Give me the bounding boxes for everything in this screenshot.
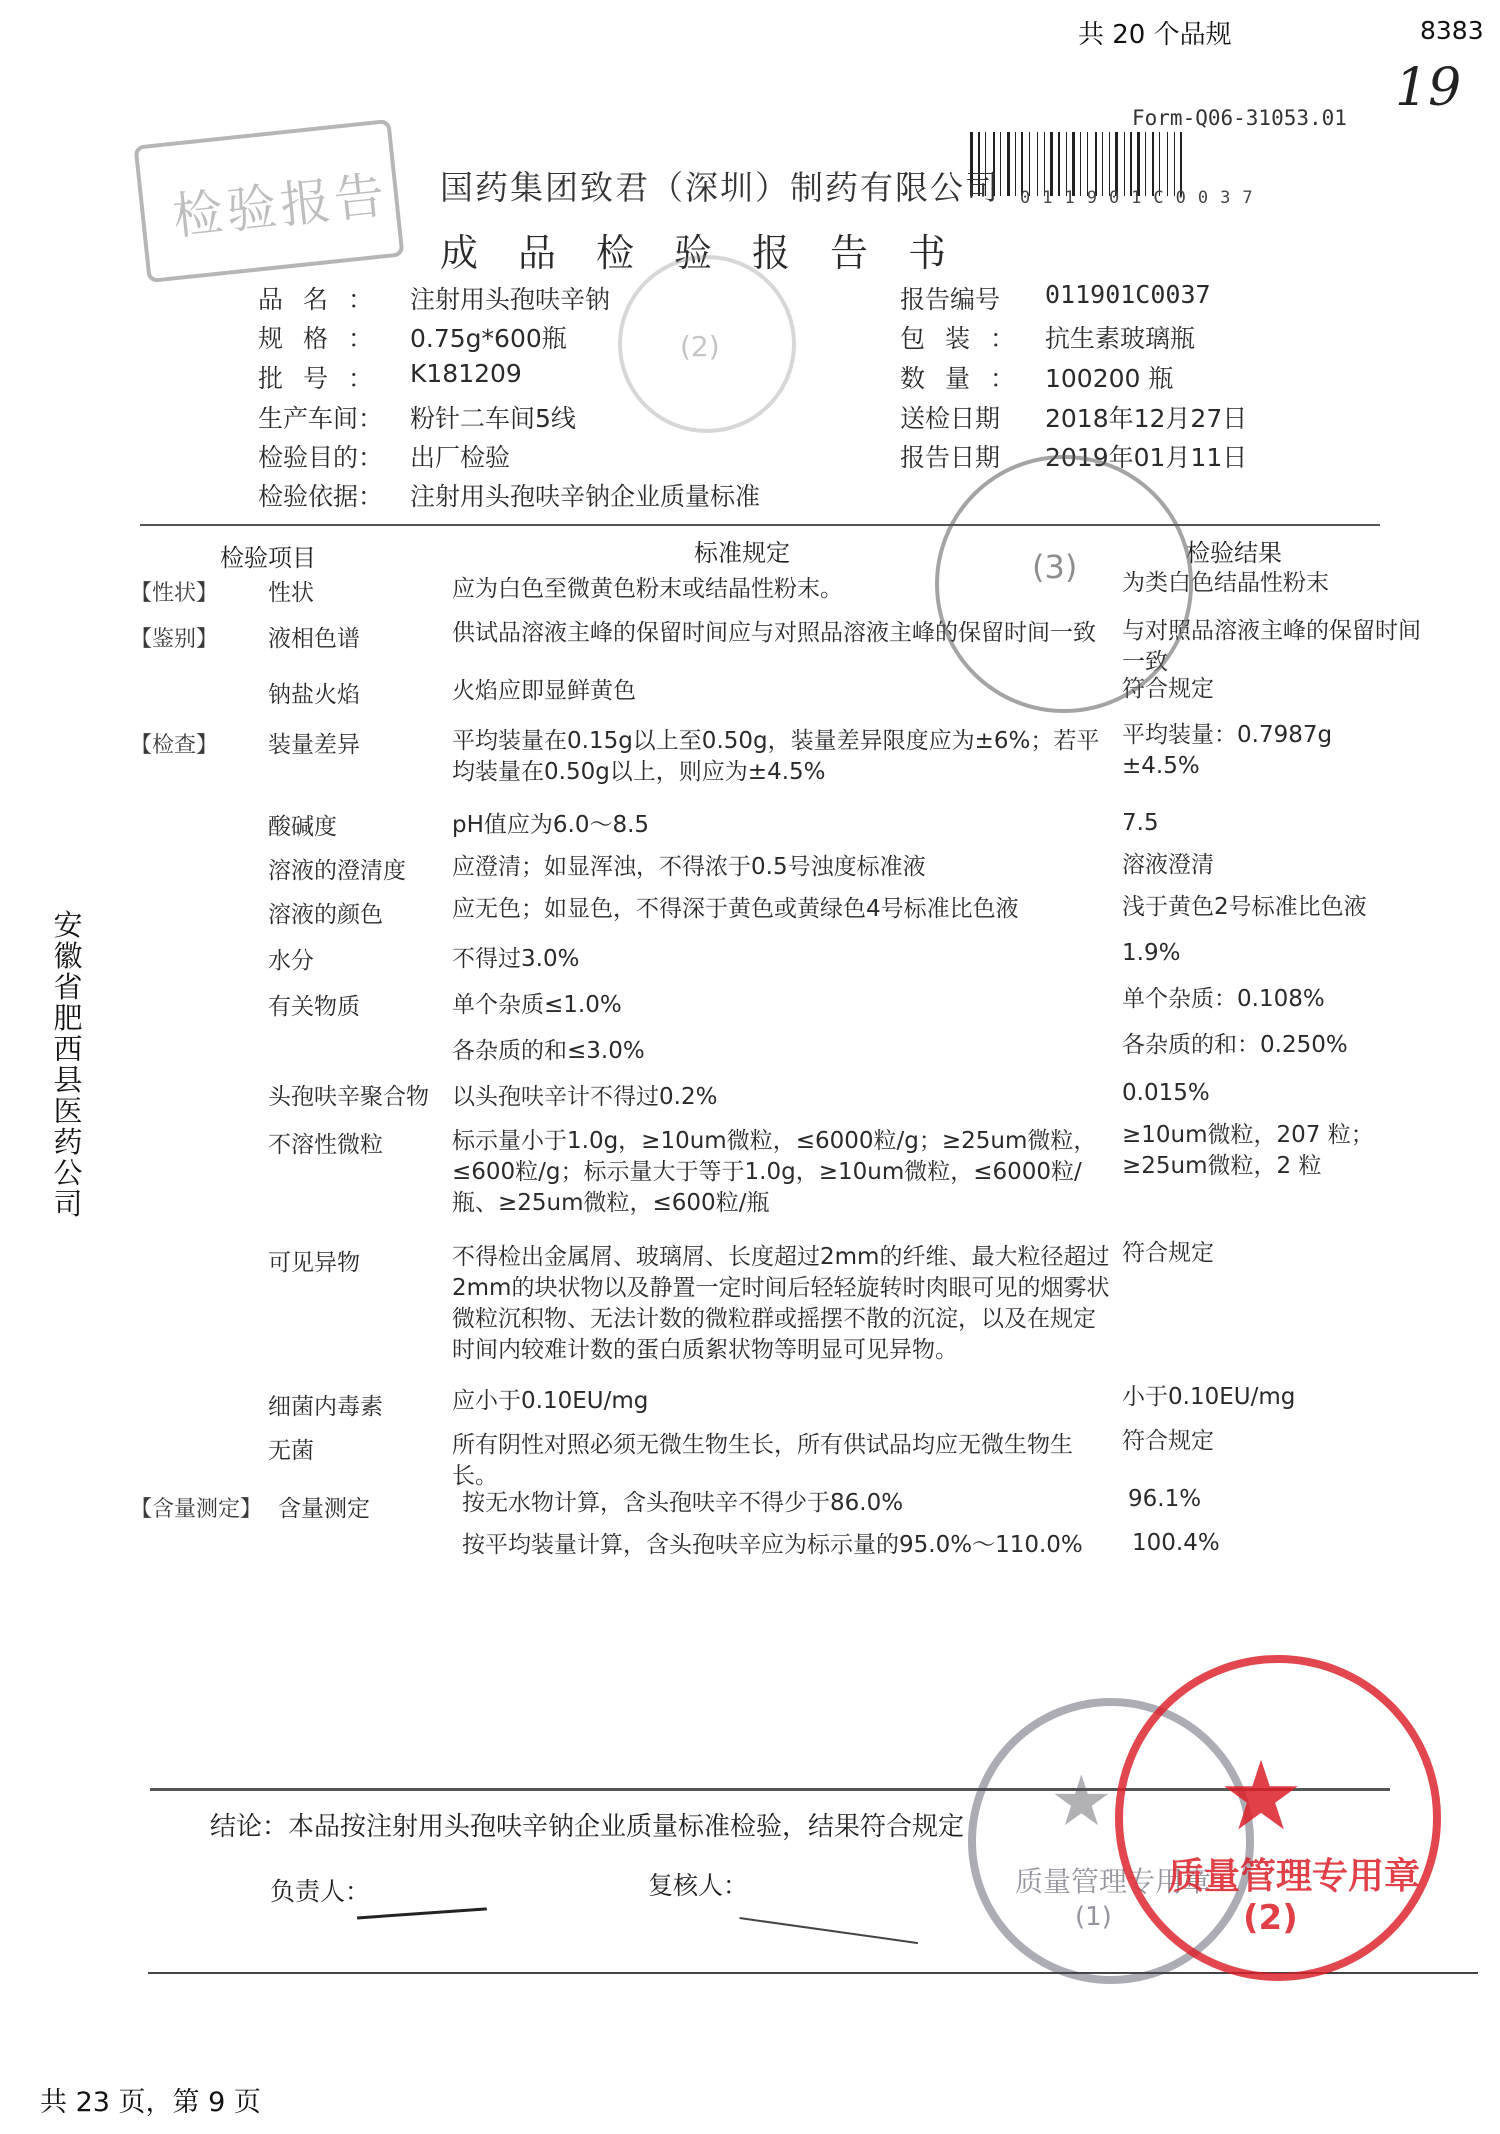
conclusion-text: 结论：本品按注射用头孢呋辛钠企业质量标准检验，结果符合规定 [210,1812,965,1842]
field-value-purpose: 出厂检验 [410,443,511,472]
table-row-standard: 供试品溶液主峰的保留时间应与对照品溶液主峰的保留时间一致 [452,620,1096,646]
field-label-product: 品名： [258,285,394,314]
barcode-bar [1018,132,1019,196]
field-label-quantity: 数量： [900,364,1036,393]
barcode-bar [1115,132,1118,196]
barcode-bar [1174,132,1175,196]
table-row-result: 浅于黄色2号标准比色液 [1122,894,1367,920]
handwritten-page-number: 19 [1395,58,1462,118]
barcode-bar [1109,132,1110,196]
table-row-item: 含量测定 [278,1496,370,1522]
table-row-item: 头孢呋辛聚合物 [268,1084,429,1110]
side-company-label: 安徽省肥西县医药公司 [53,908,83,1221]
field-value-submit-date: 2018年12月27日 [1045,404,1248,433]
barcode-bar [1162,132,1165,196]
red-seal-right-text: 质量管理专用章 [1168,1856,1421,1897]
table-row-result: 符合规定 [1122,676,1214,702]
responsible-signature [353,1852,487,1920]
table-row-standard: 以头孢呋辛计不得过0.2% [452,1084,718,1110]
table-row-item: 液相色谱 [268,626,360,652]
grey-circle-stamp-2-no: (3) [1032,548,1078,586]
grey-circle-stamp-no: (2) [680,330,720,363]
table-row-standard: 不得过3.0% [452,946,580,972]
field-value-report-date: 2019年01月11日 [1045,443,1248,472]
table-row-standard: 按无水物计算，含头孢呋辛不得少于86.0% [462,1490,904,1516]
table-row-item: 酸碱度 [268,814,337,840]
barcode-bar [1012,132,1013,196]
table-row-result: 符合规定 [1122,1428,1214,1454]
field-value-workshop: 粉针二车间5线 [410,404,576,433]
barcode-bar [1159,132,1160,196]
field-value-packaging: 抗生素玻璃瓶 [1045,324,1196,353]
barcode-bar [1137,132,1140,196]
barcode-bar [1134,132,1135,196]
report-title: 成品检验报告书 [440,231,987,275]
table-row-item: 钠盐火焰 [268,682,360,708]
barcode-bar [1066,132,1067,196]
barcode-bar [1000,132,1001,196]
field-value-product: 注射用头孢呋辛钠 [410,285,611,314]
table-row-item: 不溶性微粒 [268,1132,383,1158]
table-row-category: 【检查】 [130,733,219,758]
table-header-result: 检验结果 [1186,539,1282,567]
barcode-bar [1083,132,1085,196]
barcode-bar [1007,132,1010,196]
field-label-purpose: 检验目的： [258,443,384,472]
field-value-report-no: 011901C0037 [1045,280,1211,309]
barcode-bar [1062,132,1064,196]
field-value-basis: 注射用头孢呋辛钠企业质量标准 [410,482,761,511]
field-label-submit-date: 送检日期 [900,404,1001,433]
table-row-category: 【鉴别】 [130,627,219,652]
table-row-item: 装量差异 [268,732,360,758]
table-row-result: 96.1% [1128,1486,1202,1512]
table-row-result: 1.9% [1122,940,1181,966]
table-row-standard: pH值应为6.0～8.5 [452,812,650,838]
barcode-bar [1077,132,1078,196]
red-seal-right-star-icon: ★ [1218,1740,1305,1852]
red-seal-right-no: (2) [1243,1898,1298,1938]
table-row-item: 水分 [268,948,314,974]
table-row-result: 与对照品溶液主峰的保留时间一致 [1122,618,1421,675]
table-row-item: 溶液的颜色 [268,902,383,928]
field-label-report-date: 报告日期 [900,443,1001,472]
barcode-number: 011901C0037 [1020,188,1265,208]
table-row-category: 【含量测定】 [130,1497,263,1522]
barcode-bar [1025,132,1027,196]
table-row-result: 小于0.10EU/mg [1122,1384,1296,1410]
table-row-standard: 单个杂质≤1.0% [452,992,622,1018]
table-row-standard: 应为白色至微黄色粉末或结晶性粉末。 [452,576,843,602]
field-label-basis: 检验依据： [258,482,384,511]
barcode-bar [1080,132,1081,196]
table-row-result: 7.5 [1122,810,1159,836]
barcode-bar [1015,132,1016,196]
table-row-result: ≥10um微粒，207 粒；≥25um微粒，2 粒 [1122,1122,1374,1179]
barcode-bar [1130,132,1132,196]
barcode-bar [1055,132,1056,196]
table-top-rule [140,524,1380,526]
table-row-standard: 火焰应即显鲜黄色 [452,678,636,704]
field-label-report-no: 报告编号 [900,285,1001,314]
table-row-standard: 应小于0.10EU/mg [452,1388,649,1414]
barcode-bar [1058,132,1060,196]
barcode-bar [1003,132,1005,196]
barcode-bar [1167,132,1168,196]
table-row-standard: 不得检出金属屑、玻璃屑、长度超过2mm的纤维、最大粒径超过2mm的块状物以及静置一定时间后轻轻旋转时肉眼可见的烟雾状微粒沉积物、无法计数的微粒群或摇摆不散的沉淀，以及在规定时间内较难计数的蛋白质絮状物等明显可见异物。 [452,1244,1110,1363]
company-name: 国药集团致君（深圳）制药有限公司 [440,168,1000,207]
barcode-bar [1029,132,1030,196]
barcode-bar [1112,132,1113,196]
barcode-bar [1050,132,1053,196]
table-row-item: 有关物质 [268,994,360,1020]
barcode-bar [1177,132,1178,196]
table-row-item: 细菌内毒素 [268,1394,383,1420]
barcode-bar [1095,132,1097,196]
field-label-workshop: 生产车间： [258,404,384,433]
barcode-bar [1102,132,1103,196]
barcode-bar [1152,132,1154,196]
barcode-bar [1127,132,1128,196]
table-row-standard: 所有阴性对照必须无微生物生长，所有供试品均应无微生物生长。 [452,1432,1073,1489]
document-code: 8383 [1420,16,1484,45]
table-row-standard: 平均装量在0.15g以上至0.50g，装量差异限度应为±6%；若平均装量在0.50g以上，则应为±4.5% [452,728,1100,785]
table-row-result: 为类白色结晶性粉末 [1122,570,1329,596]
table-row-result: 各杂质的和：0.250% [1122,1032,1348,1058]
table-row-standard: 应无色；如显色，不得深于黄色或黄绿色4号标准比色液 [452,896,1019,922]
barcode-bar [1044,132,1045,196]
field-value-spec: 0.75g*600瓶 [410,324,567,353]
barcode-bar [1184,132,1187,196]
barcode-bar [1145,132,1146,196]
table-row-result: 0.015% [1122,1080,1210,1106]
table-row-result: 溶液澄清 [1122,852,1214,878]
field-value-quantity: 100200 瓶 [1045,364,1174,393]
barcode-bar [1156,132,1157,196]
barcode-bar [1170,132,1172,196]
barcode-bar [1180,132,1182,196]
red-seal-left-text: 质量管理专用章 [1015,1865,1212,1898]
barcode-bar [1099,132,1100,196]
table-row-standard: 各杂质的和≤3.0% [452,1038,645,1064]
responsible-label: 负责人： [270,1877,371,1906]
barcode-bar [1032,132,1035,196]
field-label-batch: 批号： [258,364,394,393]
barcode-bar [1037,132,1038,196]
red-seal-left-star-icon: ★ [1050,1760,1113,1842]
table-row-standard: 应澄清；如显浑浊，不得浓于0.5号浊度标准液 [452,854,926,880]
table-row-result: 100.4% [1132,1530,1220,1556]
barcode-bar [1072,132,1075,196]
grey-stamp-text: 检验报告 [169,165,391,247]
table-row-item: 性状 [268,580,314,606]
table-row-result: 单个杂质：0.108% [1122,986,1325,1012]
field-label-spec: 规格： [258,324,394,353]
table-row-result: 平均装量：0.7987g ±4.5% [1122,722,1333,779]
barcode [970,132,1380,196]
field-value-batch: K181209 [410,359,522,388]
field-label-packaging: 包装： [900,324,1036,353]
table-row-item: 可见异物 [268,1250,360,1276]
barcode-bar [1069,132,1070,196]
barcode-bar [1148,132,1150,196]
barcode-bar [1120,132,1122,196]
table-header-standard: 标准规定 [694,539,790,567]
page-indicator: 共 23 页，第 9 页 [40,2087,261,2118]
barcode-bar [1047,132,1048,196]
barcode-bar [1124,132,1125,196]
table-row-category: 【性状】 [130,581,219,606]
red-seal-left-no: (1) [1075,1902,1112,1932]
barcode-bar [1142,132,1143,196]
table-row-standard: 按平均装量计算，含头孢呋辛应为标示量的95.0%～110.0% [462,1532,1083,1558]
table-row-item: 溶液的澄清度 [268,858,406,884]
barcode-bar [1021,132,1023,196]
table-row-item: 无菌 [268,1438,314,1464]
table-header-item: 检验项目 [220,544,316,572]
total-specs-note: 共 20 个品规 [1078,20,1232,50]
barcode-bar [1090,132,1093,196]
reviewer-label: 复核人： [648,1871,749,1900]
form-code: Form-Q06-31053.01 [1132,106,1347,130]
barcode-bar [1087,132,1088,196]
barcode-bar [1105,132,1107,196]
barcode-bar [1040,132,1042,196]
table-row-standard: 标示量小于1.0g，≥10um微粒，≤6000粒/g；≥25um微粒，≤600粒/g；标示量大于等于1.0g，≥10um微粒，≤6000粒/瓶、≥25um微粒，≤600粒/瓶 [452,1128,1097,1216]
table-row-result: 符合规定 [1122,1240,1214,1266]
reviewer-signature [739,1828,930,1944]
